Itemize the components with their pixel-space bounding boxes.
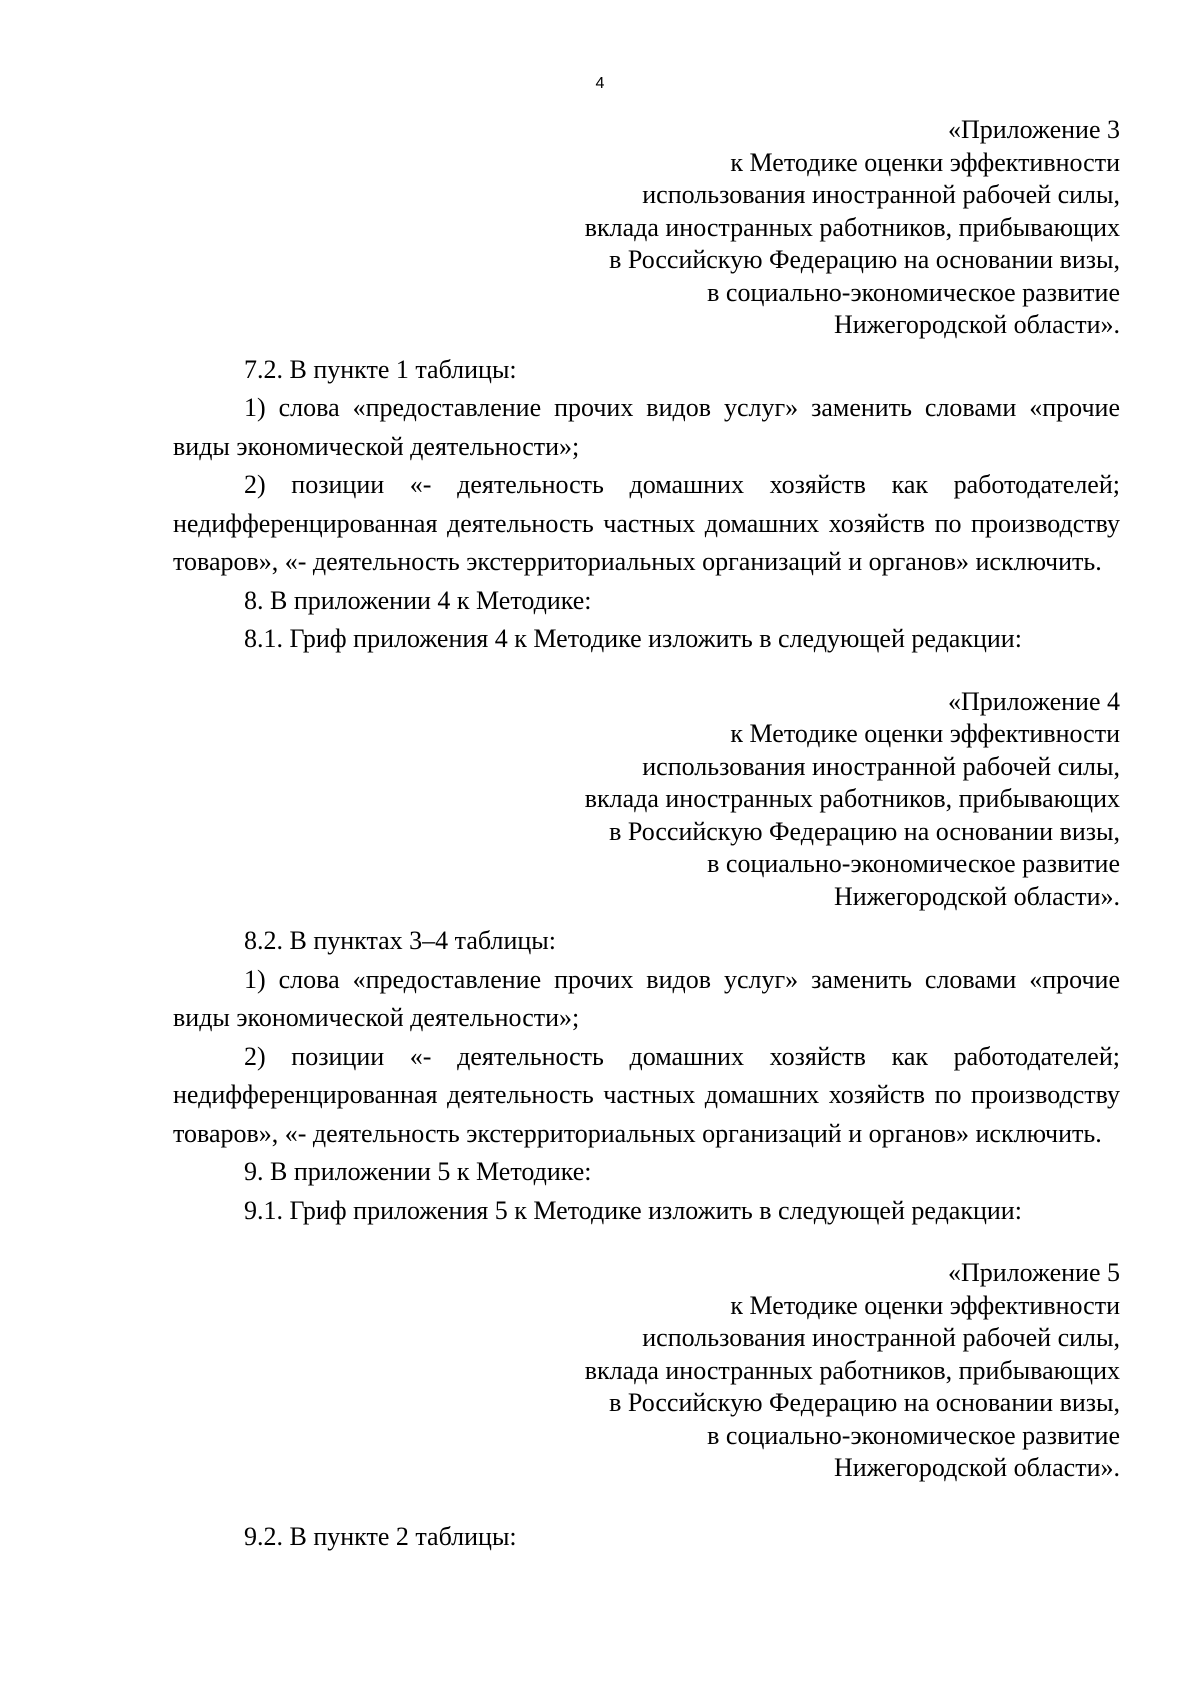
paragraph-9-2: 9.2. В пункте 2 таблицы: — [244, 1521, 517, 1551]
stamp-line: в Российскую Федерацию на основании визы, — [609, 816, 1120, 846]
stamp-line: использования иностранной рабочей силы, — [642, 751, 1120, 781]
stamp-line: «Приложение 4 — [947, 686, 1120, 716]
paragraph-9: 9. В приложении 5 к Методике: — [244, 1157, 592, 1186]
stamp-line: вклада иностранных работников, прибывающих — [584, 784, 1120, 813]
paragraph-9-1: 9.1. Гриф приложения 5 к Методике изложить в следующей редакции: — [244, 1195, 1022, 1225]
paragraph-8-2: 8.2. В пунктах 3–4 таблицы: — [244, 926, 556, 955]
stamp-line: «Приложение 5 — [947, 1258, 1120, 1287]
stamp-line: к Методике оценки эффективности — [730, 719, 1120, 748]
stamp-line: использования иностранной рабочей силы, — [642, 1323, 1120, 1352]
stamp-line: к Методике оценки эффективности — [730, 147, 1120, 177]
page-number: 4 — [595, 75, 605, 92]
stamp-line: Нижегородской области». — [833, 1453, 1120, 1482]
paragraph-7-2: 7.2. В пункте 1 таблицы: — [244, 354, 517, 384]
paragraph-7-2-item-1: 1) слова «предоставление прочих видов услуг» заменить словами «прочие виды экономической деятельности»; — [173, 393, 1120, 461]
paragraph-8-2-item-1: 1) слова «предоставление прочих видов услуг» заменить словами «прочие виды экономической деятельности»; — [173, 964, 1120, 1032]
stamp-line: в Российскую Федерацию на основании визы, — [609, 245, 1120, 274]
stamp-line: в социально-экономическое развитие — [707, 277, 1120, 307]
appendix-3-stamp — [173, 114, 1120, 342]
stamp-line: к Методике оценки эффективности — [730, 1290, 1120, 1320]
paragraph-7-2-item-2: 2) позиции «- деятельность домашних хозяйств как работодателей; недифференцированная деятельность частных домашних хозяйств по производству товаров», «- деятельность экстерриториальных организаций и органов» исключить. — [173, 470, 1120, 576]
appendix-5-stamp — [173, 1257, 1120, 1485]
stamp-line: вклада иностранных работников, прибывающих — [584, 1355, 1120, 1385]
paragraph-8: 8. В приложении 4 к Методике: — [244, 585, 592, 615]
stamp-line: в Российскую Федерацию на основании визы, — [609, 1388, 1120, 1417]
appendix-4-stamp — [173, 686, 1120, 914]
stamp-line: «Приложение 3 — [947, 115, 1120, 144]
paragraph-8-2-item-2: 2) позиции «- деятельность домашних хозяйств как работодателей; недифференцированная деятельность частных домашних хозяйств по производству товаров», «- деятельность экстерриториальных организаций и органов» исключить. — [173, 1041, 1120, 1148]
stamp-line: использования иностранной рабочей силы, — [642, 180, 1120, 209]
paragraph-8-1: 8.1. Гриф приложения 4 к Методике изложить в следующей редакции: — [244, 624, 1022, 653]
stamp-line: в социально-экономическое развитие — [707, 849, 1120, 878]
stamp-line: вклада иностранных работников, прибывающих — [584, 212, 1120, 242]
stamp-line: Нижегородской области». — [833, 310, 1120, 339]
document-body — [173, 114, 1120, 1556]
stamp-line: Нижегородской области». — [833, 881, 1120, 911]
stamp-line: в социально-экономическое развитие — [707, 1420, 1120, 1450]
